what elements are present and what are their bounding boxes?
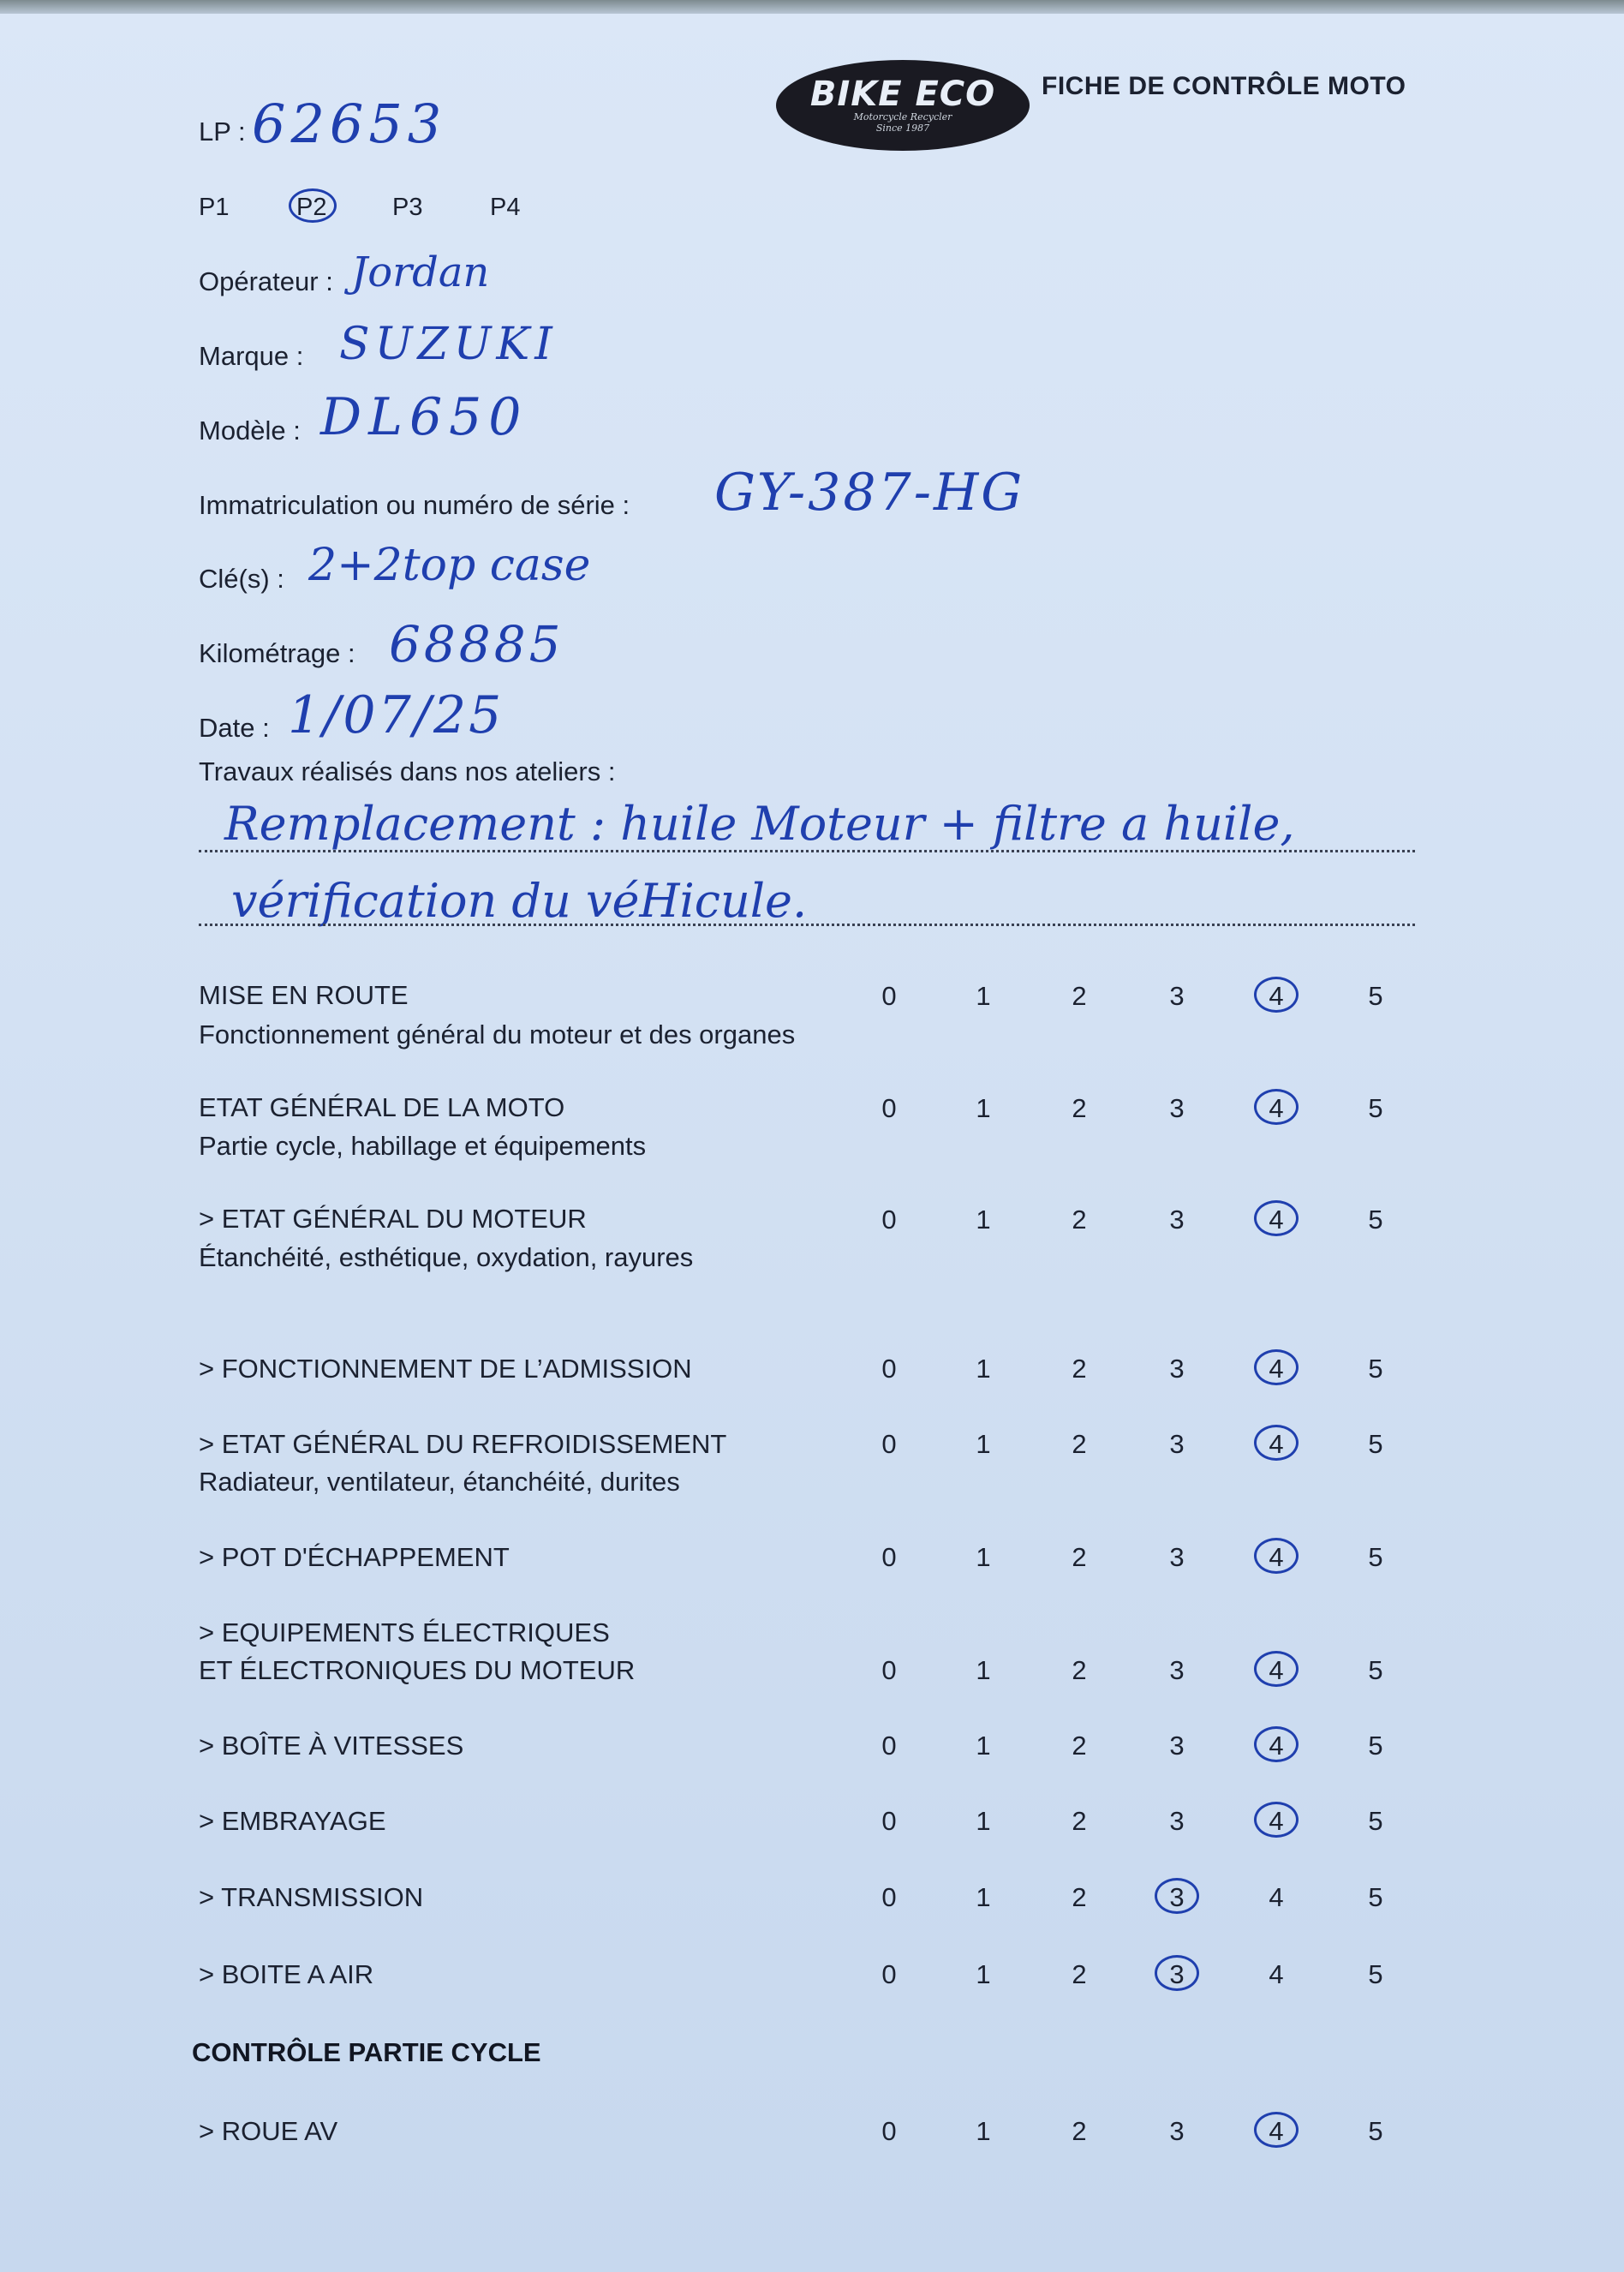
mileage-label: Kilométrage : xyxy=(199,638,355,668)
rating-circle xyxy=(1254,1726,1299,1762)
score-3: 3 xyxy=(1169,1882,1185,1912)
check-title: > EQUIPEMENTS ÉLECTRIQUES xyxy=(199,1617,610,1647)
score-3: 3 xyxy=(1169,1655,1185,1685)
score-0: 0 xyxy=(881,981,897,1011)
works-label: Travaux réalisés dans nos ateliers : xyxy=(199,756,616,786)
logo-text: BIKE ECO xyxy=(809,75,996,114)
score-5: 5 xyxy=(1368,1959,1383,1989)
model-value: DL650 xyxy=(320,387,528,447)
check-title: > TRANSMISSION xyxy=(199,1882,424,1912)
operator-label: Opérateur : xyxy=(199,266,333,296)
model-label: Modèle : xyxy=(199,416,301,445)
score-5: 5 xyxy=(1368,1806,1383,1836)
check-title: > EMBRAYAGE xyxy=(199,1806,386,1836)
check-subtitle: Partie cycle, habillage et équipements xyxy=(199,1131,647,1161)
score-2: 2 xyxy=(1072,1731,1087,1761)
score-2: 2 xyxy=(1072,1959,1087,1989)
rating-circle xyxy=(1254,1538,1299,1574)
registration-value: GY-387-HG xyxy=(714,463,1025,523)
score-2: 2 xyxy=(1072,2116,1087,2146)
score-0: 0 xyxy=(881,1882,897,1912)
score-5: 5 xyxy=(1368,1205,1383,1235)
score-2: 2 xyxy=(1072,1354,1087,1384)
check-title: > BOÎTE À VITESSES xyxy=(199,1731,464,1761)
score-5: 5 xyxy=(1368,981,1383,1011)
score-1: 1 xyxy=(976,1959,991,1989)
score-1: 1 xyxy=(976,1882,991,1912)
rating-circle xyxy=(1155,1878,1199,1914)
score-3: 3 xyxy=(1169,1806,1185,1836)
position-p1: P1 xyxy=(199,194,230,221)
score-5: 5 xyxy=(1368,1542,1383,1572)
position-p2: P2 xyxy=(296,194,327,221)
score-4: 4 xyxy=(1269,1205,1284,1235)
score-5: 5 xyxy=(1368,1093,1383,1123)
works-dotted-line-2 xyxy=(199,924,1415,926)
score-4: 4 xyxy=(1269,1429,1284,1459)
logo-tagline: Motorcycle Recycler xyxy=(853,111,952,123)
score-0: 0 xyxy=(881,1354,897,1384)
score-4: 4 xyxy=(1269,1882,1284,1912)
rating-circle xyxy=(1254,1802,1299,1838)
score-5: 5 xyxy=(1368,1882,1383,1912)
score-2: 2 xyxy=(1072,981,1087,1011)
score-0: 0 xyxy=(881,2116,897,2146)
rating-circle xyxy=(1254,1651,1299,1687)
keys-value: 2+2top case xyxy=(308,540,591,591)
score-2: 2 xyxy=(1072,1205,1087,1235)
score-2: 2 xyxy=(1072,1655,1087,1685)
score-1: 1 xyxy=(976,1806,991,1836)
bike-eco-logo xyxy=(776,60,1030,151)
check-subtitle: Fonctionnement général du moteur et des organes xyxy=(199,1019,796,1049)
score-0: 0 xyxy=(881,1959,897,1989)
score-1: 1 xyxy=(976,1354,991,1384)
check-subtitle: Étanchéité, esthétique, oxydation, rayures xyxy=(199,1242,694,1272)
works-dotted-line-1 xyxy=(199,850,1415,852)
score-3: 3 xyxy=(1169,1542,1185,1572)
score-5: 5 xyxy=(1368,1354,1383,1384)
date-value: 1/07/25 xyxy=(288,685,505,745)
score-2: 2 xyxy=(1072,1882,1087,1912)
check-title: > ETAT GÉNÉRAL DU REFROIDISSEMENT xyxy=(199,1429,727,1459)
score-4: 4 xyxy=(1269,1655,1284,1685)
brand-value: SUZUKI xyxy=(339,319,558,370)
check-title: MISE EN ROUTE xyxy=(199,980,409,1010)
score-4: 4 xyxy=(1269,1806,1284,1836)
score-3: 3 xyxy=(1169,1959,1185,1989)
score-0: 0 xyxy=(881,1093,897,1123)
works-line-2: vérification du véHicule. xyxy=(231,874,808,928)
score-4: 4 xyxy=(1269,1093,1284,1123)
score-4: 4 xyxy=(1269,1731,1284,1761)
page-top-edge xyxy=(0,0,1624,14)
score-5: 5 xyxy=(1368,1429,1383,1459)
score-3: 3 xyxy=(1169,1731,1185,1761)
score-2: 2 xyxy=(1072,1429,1087,1459)
works-line-1: Remplacement : huile Moteur + filtre a huile, xyxy=(224,797,1295,851)
rating-circle xyxy=(1155,1955,1199,1991)
score-3: 3 xyxy=(1169,981,1185,1011)
score-0: 0 xyxy=(881,1731,897,1761)
date-label: Date : xyxy=(199,713,270,743)
keys-label: Clé(s) : xyxy=(199,564,284,594)
score-2: 2 xyxy=(1072,1093,1087,1123)
score-3: 3 xyxy=(1169,1205,1185,1235)
score-3: 3 xyxy=(1169,1354,1185,1384)
check-subtitle: Radiateur, ventilateur, étanchéité, durites xyxy=(199,1467,680,1497)
score-4: 4 xyxy=(1269,2116,1284,2146)
rating-circle xyxy=(1254,1425,1299,1461)
score-1: 1 xyxy=(976,1542,991,1572)
score-1: 1 xyxy=(976,2116,991,2146)
rating-circle xyxy=(1254,1200,1299,1236)
score-1: 1 xyxy=(976,1429,991,1459)
score-1: 1 xyxy=(976,1655,991,1685)
lp-label: LP : xyxy=(199,117,246,146)
score-0: 0 xyxy=(881,1542,897,1572)
position-p4: P4 xyxy=(490,194,521,221)
score-2: 2 xyxy=(1072,1542,1087,1572)
score-1: 1 xyxy=(976,1731,991,1761)
check-title: > FONCTIONNEMENT DE L’ADMISSION xyxy=(199,1354,692,1384)
rating-circle xyxy=(1254,1349,1299,1385)
registration-label: Immatriculation ou numéro de série : xyxy=(199,490,630,520)
operator-value: Jordan xyxy=(351,248,490,296)
score-3: 3 xyxy=(1169,1093,1185,1123)
score-2: 2 xyxy=(1072,1806,1087,1836)
rating-circle xyxy=(1254,1089,1299,1125)
logo-since: Since 1987 xyxy=(875,123,930,134)
score-5: 5 xyxy=(1368,2116,1383,2146)
check-title: > POT D'ÉCHAPPEMENT xyxy=(199,1542,510,1572)
score-4: 4 xyxy=(1269,1959,1284,1989)
score-1: 1 xyxy=(976,981,991,1011)
position-p3: P3 xyxy=(392,194,423,221)
position-selected-circle xyxy=(289,188,337,223)
score-0: 0 xyxy=(881,1655,897,1685)
rating-circle xyxy=(1254,2112,1299,2148)
score-4: 4 xyxy=(1269,1354,1284,1384)
score-0: 0 xyxy=(881,1205,897,1235)
check-title: ETAT GÉNÉRAL DE LA MOTO xyxy=(199,1092,565,1122)
lp-value: 62653 xyxy=(252,93,447,155)
document-title: FICHE DE CONTRÔLE MOTO xyxy=(1042,72,1406,100)
rating-circle xyxy=(1254,977,1299,1013)
check-title: > ETAT GÉNÉRAL DU MOTEUR xyxy=(199,1204,587,1234)
mileage-value: 68885 xyxy=(389,615,564,673)
score-4: 4 xyxy=(1269,1542,1284,1572)
score-1: 1 xyxy=(976,1205,991,1235)
check-title: > ROUE AV xyxy=(199,2116,338,2146)
score-4: 4 xyxy=(1269,981,1284,1011)
score-1: 1 xyxy=(976,1093,991,1123)
check-title: > BOITE A AIR xyxy=(199,1959,374,1989)
section-partie-cycle: CONTRÔLE PARTIE CYCLE xyxy=(192,2037,541,2067)
score-3: 3 xyxy=(1169,1429,1185,1459)
brand-label: Marque : xyxy=(199,341,304,371)
score-5: 5 xyxy=(1368,1655,1383,1685)
score-0: 0 xyxy=(881,1429,897,1459)
score-5: 5 xyxy=(1368,1731,1383,1761)
check-subtitle: ET ÉLECTRONIQUES DU MOTEUR xyxy=(199,1655,636,1685)
score-3: 3 xyxy=(1169,2116,1185,2146)
score-0: 0 xyxy=(881,1806,897,1836)
